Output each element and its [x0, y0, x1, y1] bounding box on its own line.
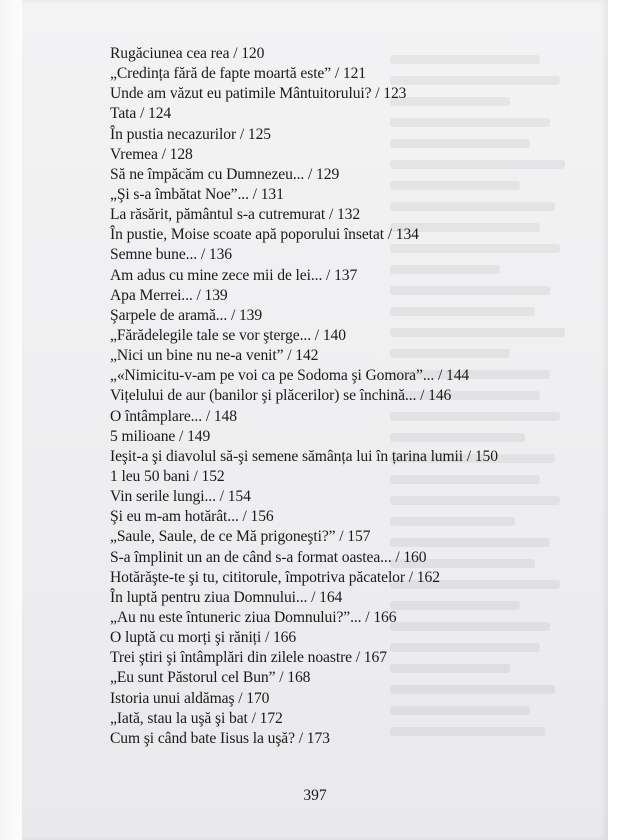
- toc-entry: Vremea / 128: [110, 145, 193, 163]
- toc-entry: „Eu sunt Păstorul cel Bun” / 168: [110, 669, 311, 687]
- page-edge: [608, 0, 630, 840]
- toc-entry: La răsărit, pământul s-a cutremurat / 132: [110, 206, 361, 224]
- toc-entry: Rugăciunea cea rea / 120: [110, 45, 265, 62]
- toc-entry: Ieşit-a şi diavolul să-şi semene sămânța lui în țarina lumii / 150: [110, 447, 498, 465]
- table-of-contents: [110, 44, 580, 749]
- toc-entry: „Au nu este întuneric ziua Domnului?”... / 166: [110, 608, 397, 626]
- toc-entry: Să ne împăcăm cu Dumnezeu... / 129: [110, 165, 340, 183]
- toc-entry: 1 leu 50 bani / 152: [110, 467, 225, 485]
- toc-entry: Şi eu m-am hotărât... / 156: [110, 508, 274, 526]
- toc-entry: În pustie, Moise scoate apă poporului însetat / 134: [110, 226, 419, 244]
- toc-entry: Unde am văzut eu patimile Mântuitorului? / 123: [110, 85, 407, 103]
- toc-entry: „«Nimicitu-v-am pe voi ca pe Sodoma şi Gomora”... / 144: [110, 367, 470, 385]
- toc-entry: Apa Merrei... / 139: [110, 286, 228, 304]
- toc-entry: 5 milioane / 149: [110, 427, 211, 445]
- toc-entry: O întâmplare... / 148: [110, 407, 237, 425]
- toc-entry: Istoria unui aldămaş / 170: [110, 689, 270, 707]
- toc-entry: „Iată, stau la uşă şi bat / 172: [110, 709, 283, 727]
- toc-entry: Am adus cu mine zece mii de lei... / 137: [110, 266, 358, 284]
- toc-entry: O luptă cu morți şi răniți / 166: [110, 629, 297, 647]
- toc-entry: Vin serile lungi... / 154: [110, 488, 251, 506]
- toc-entry: Tata / 124: [110, 105, 172, 123]
- toc-entry: „Nici un bine nu ne-a venit” / 142: [110, 347, 319, 365]
- toc-entry: Trei ştiri şi întâmplări din zilele noastre / 167: [110, 649, 387, 667]
- toc-entry: Şarpele de aramă... / 139: [110, 306, 263, 324]
- toc-entry: În pustia necazurilor / 125: [110, 125, 271, 143]
- toc-entry: În luptă pentru ziua Domnului... / 164: [110, 588, 343, 606]
- toc-entry: „Saule, Saule, de ce Mă prigoneşti?” / 157: [110, 528, 371, 546]
- toc-entry: Cum şi când bate Iisus la uşă? / 173: [110, 729, 330, 747]
- toc-entry: „Credința fără de fapte moartă este” / 121: [110, 65, 366, 83]
- toc-entry: Semne bune... / 136: [110, 246, 232, 264]
- toc-entry: „Fărădelegile tale se vor şterge... / 140: [110, 326, 346, 344]
- toc-entry: „Şi s-a îmbătat Noe”... / 131: [110, 185, 284, 203]
- page-number: 397: [303, 787, 327, 804]
- book-spine: [0, 0, 22, 840]
- toc-entry: Hotărăşte-te şi tu, cititorule, împotriva păcatelor / 162: [110, 568, 440, 586]
- toc-entry: S-a împlinit un an de când s-a format oastea... / 160: [110, 548, 427, 566]
- toc-entry: Vițelului de aur (banilor şi plăcerilor) se închină... / 146: [110, 387, 452, 405]
